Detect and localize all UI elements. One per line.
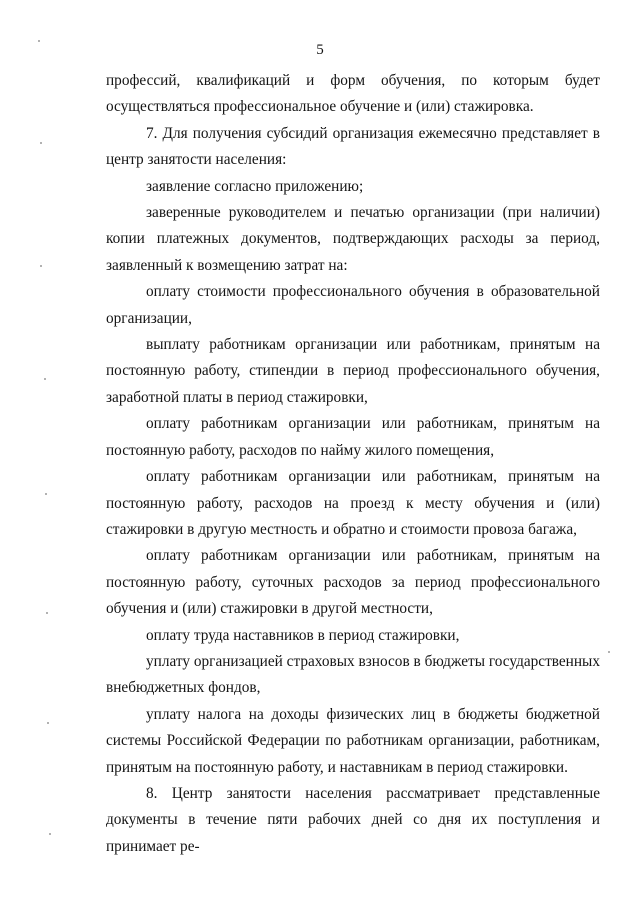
paragraph-continuation: профессий, квалификаций и форм обучения, по которым будет осуществляться профессиональное обучение и (или) стажировка. — [106, 72, 600, 116]
paragraph-item-8: 8. Центр занятости населения рассматривает представленные документы в течение пяти рабочих дней со дня их поступления и принимает ре- — [106, 784, 600, 855]
paragraph-mentors: оплату труда наставников в период стажировки, — [146, 626, 460, 644]
paragraph-housing: оплату работникам организации или работникам, принятым на постоянную работу, расходов по найму жилого помещения, — [106, 415, 600, 459]
scan-speck — [40, 142, 42, 144]
scan-speck — [44, 378, 46, 380]
paragraph-stipend: выплату работникам организации или работникам, принятым на постоянную работу, стипендии в период профессионального обучения, заработной платы в период стажировки, — [106, 336, 600, 406]
document-body — [106, 68, 600, 860]
paragraph-per-diem: оплату работникам организации или работникам, принятым на постоянную работу, суточных расходов за период профессионального обучения и (или) стажировки в другой местности, — [106, 547, 600, 618]
scan-speck — [45, 493, 47, 495]
paragraph-insurance: уплату организацией страховых взносов в бюджеты государственных внебюджетных фондов, — [106, 652, 600, 697]
scan-speck — [40, 265, 42, 267]
paragraph-payment-copies: заверенные руководителем и печатью организации (при наличии) копии платежных документов, подтверждающих расходы за период, заявленный к возмещению затрат на: — [106, 204, 600, 274]
paragraph-item-7: 7. Для получения субсидий организация ежемесячно представляет в центр занятости населения: — [106, 124, 600, 169]
page-number: 5 — [316, 42, 324, 58]
paragraph-application: заявление согласно приложению; — [146, 177, 364, 195]
paragraph-training-cost: оплату стоимости профессионального обучения в образовательной организации, — [106, 283, 600, 327]
scan-speck — [49, 833, 51, 835]
paragraph-travel: оплату работникам организации или работникам, принятым на постоянную работу, расходов на проезд к месту обучения и (или) стажировки в другую местность и обратно и стоимости провоза багажа, — [106, 468, 600, 538]
scan-speck — [46, 612, 48, 614]
paragraph-income-tax: уплату налога на доходы физических лиц в бюджеты бюджетной системы Российской Федерации по работникам организации, работникам, принятым на постоянную работу, и наставникам в период стажировки. — [106, 705, 600, 776]
scan-speck — [38, 40, 40, 42]
scan-speck — [608, 651, 610, 653]
scan-speck — [47, 722, 49, 724]
